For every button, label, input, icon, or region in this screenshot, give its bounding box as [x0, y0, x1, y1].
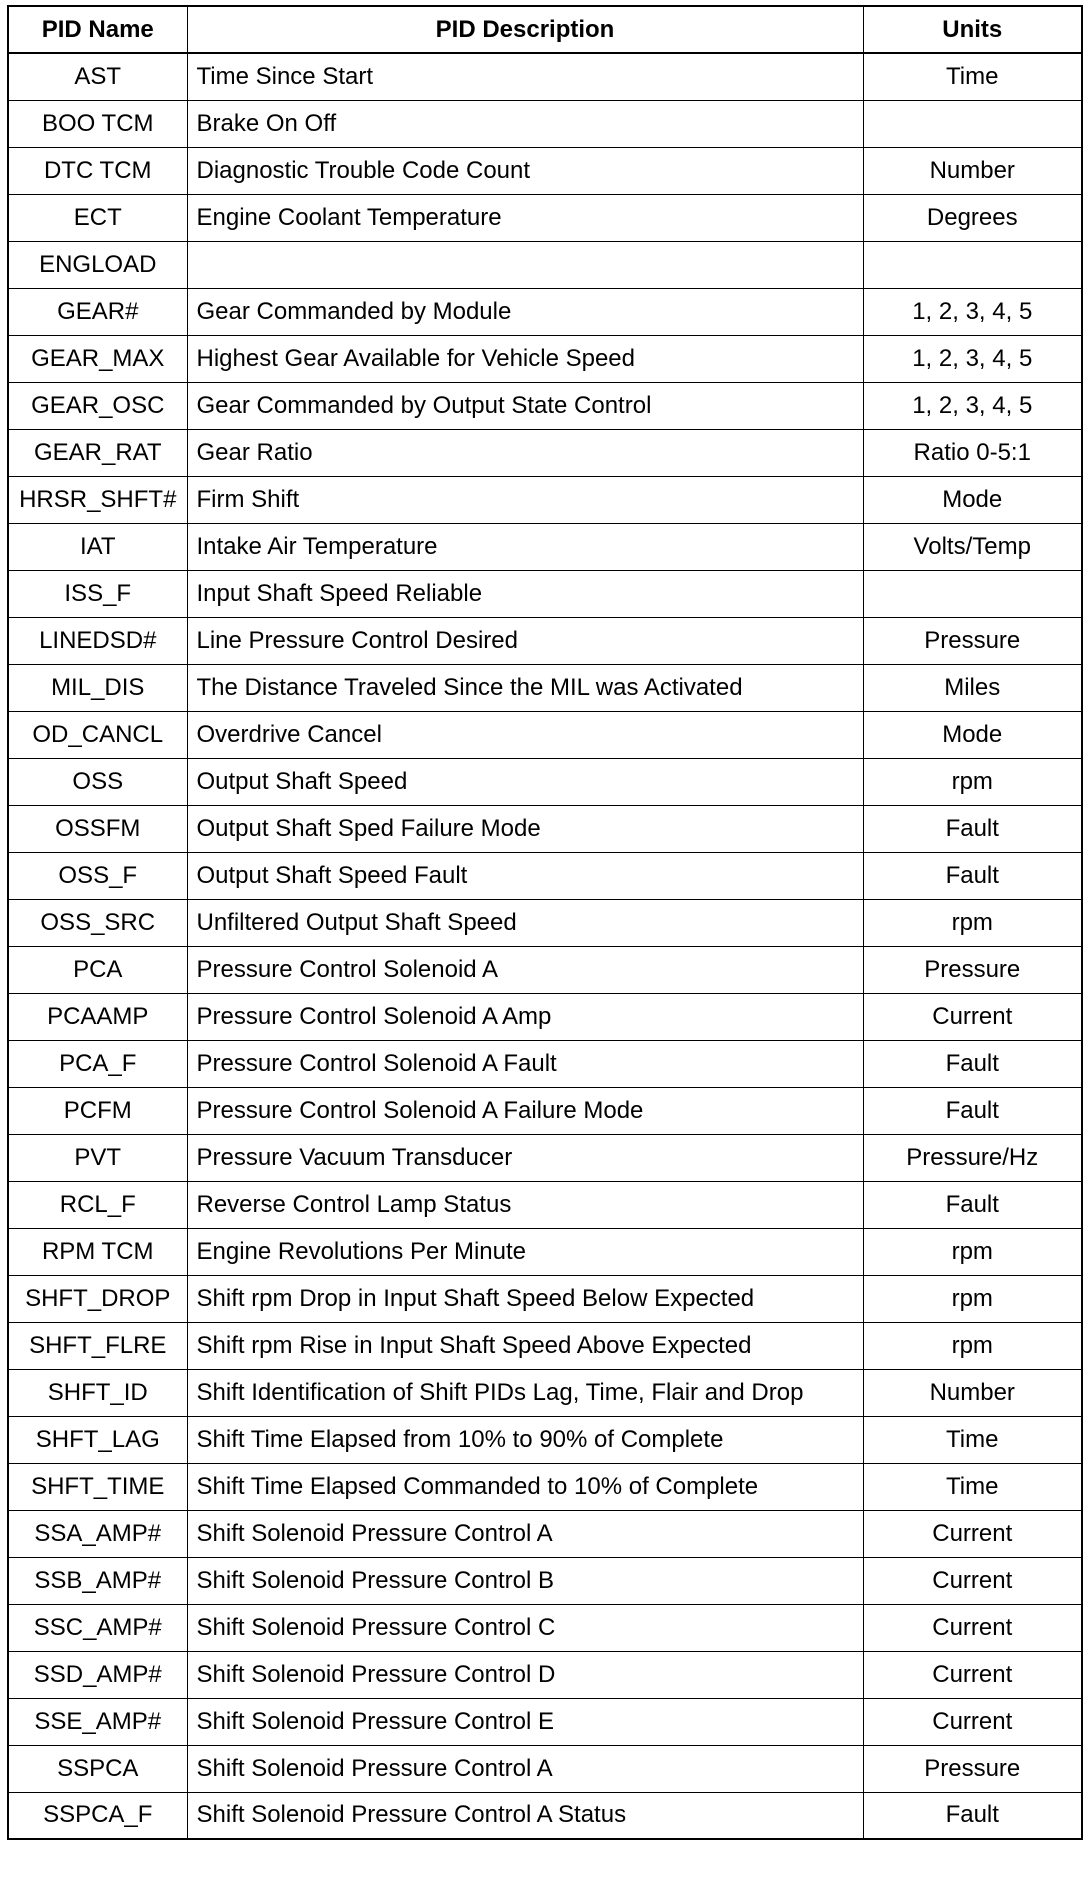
pid-units-cell: Mode [863, 711, 1082, 758]
pid-units-cell: Time [863, 1463, 1082, 1510]
pid-units-cell: Ratio 0-5:1 [863, 429, 1082, 476]
table-row [8, 1181, 1082, 1228]
pid-description-cell: Firm Shift [187, 476, 863, 523]
pid-name-cell: SSA_AMP# [8, 1510, 187, 1557]
pid-description-cell: Highest Gear Available for Vehicle Speed [187, 335, 863, 382]
pid-description-cell: Overdrive Cancel [187, 711, 863, 758]
pid-units-cell: rpm [863, 1228, 1082, 1275]
pid-description-cell: Shift Solenoid Pressure Control A Status [187, 1792, 863, 1839]
table-row [8, 758, 1082, 805]
table-row [8, 1275, 1082, 1322]
pid-description-cell: Pressure Control Solenoid A Amp [187, 993, 863, 1040]
pid-name-cell: SSE_AMP# [8, 1698, 187, 1745]
pid-description-cell: Engine Revolutions Per Minute [187, 1228, 863, 1275]
pid-name-cell: SHFT_LAG [8, 1416, 187, 1463]
pid-units-cell: Fault [863, 1181, 1082, 1228]
table-row [8, 1651, 1082, 1698]
pid-name-cell: DTC TCM [8, 147, 187, 194]
pid-name-cell: GEAR_MAX [8, 335, 187, 382]
table-row [8, 1087, 1082, 1134]
pid-units-cell [863, 570, 1082, 617]
table-row [8, 1698, 1082, 1745]
table-row [8, 993, 1082, 1040]
pid-name-cell: SSB_AMP# [8, 1557, 187, 1604]
table-row [8, 288, 1082, 335]
header-pid-description: PID Description [187, 6, 863, 53]
pid-description-cell: Pressure Control Solenoid A [187, 946, 863, 993]
pid-units-cell: Fault [863, 805, 1082, 852]
table-row [8, 1369, 1082, 1416]
pid-description-cell: Pressure Control Solenoid A Fault [187, 1040, 863, 1087]
pid-name-cell: SSPCA [8, 1745, 187, 1792]
pid-name-cell: OSS [8, 758, 187, 805]
pid-description-cell: Input Shaft Speed Reliable [187, 570, 863, 617]
pid-description-cell [187, 241, 863, 288]
pid-description-cell: Pressure Vacuum Transducer [187, 1134, 863, 1181]
pid-name-cell: SSPCA_F [8, 1792, 187, 1839]
pid-units-cell: 1, 2, 3, 4, 5 [863, 335, 1082, 382]
pid-name-cell: LINEDSD# [8, 617, 187, 664]
table-row [8, 1604, 1082, 1651]
pid-name-cell: HRSR_SHFT# [8, 476, 187, 523]
pid-name-cell: RPM TCM [8, 1228, 187, 1275]
pid-description-cell: Time Since Start [187, 53, 863, 100]
table-row [8, 335, 1082, 382]
pid-units-cell: Fault [863, 1792, 1082, 1839]
pid-units-cell: Pressure [863, 617, 1082, 664]
pid-units-cell: rpm [863, 899, 1082, 946]
table-row [8, 617, 1082, 664]
table-row [8, 1792, 1082, 1839]
pid-name-cell: OSSFM [8, 805, 187, 852]
pid-units-cell: Current [863, 1557, 1082, 1604]
pid-name-cell: SSD_AMP# [8, 1651, 187, 1698]
table-row [8, 1557, 1082, 1604]
pid-units-cell: Number [863, 1369, 1082, 1416]
pid-units-cell: Pressure [863, 1745, 1082, 1792]
pid-description-cell: Gear Commanded by Output State Control [187, 382, 863, 429]
table-row [8, 711, 1082, 758]
pid-units-cell: Fault [863, 1040, 1082, 1087]
table-row [8, 53, 1082, 100]
pid-description-cell: Pressure Control Solenoid A Failure Mode [187, 1087, 863, 1134]
pid-description-cell: Shift Time Elapsed from 10% to 90% of Complete [187, 1416, 863, 1463]
pid-name-cell: BOO TCM [8, 100, 187, 147]
table-row [8, 476, 1082, 523]
pid-units-cell: Degrees [863, 194, 1082, 241]
pid-description-cell: Shift rpm Rise in Input Shaft Speed Above Expected [187, 1322, 863, 1369]
pid-units-cell: 1, 2, 3, 4, 5 [863, 382, 1082, 429]
pid-units-cell: Mode [863, 476, 1082, 523]
pid-units-cell: Current [863, 1510, 1082, 1557]
pid-units-cell: Fault [863, 852, 1082, 899]
pid-description-cell: Shift rpm Drop in Input Shaft Speed Below Expected [187, 1275, 863, 1322]
table-row [8, 899, 1082, 946]
pid-units-cell: Current [863, 1651, 1082, 1698]
table-row [8, 570, 1082, 617]
pid-description-cell: Diagnostic Trouble Code Count [187, 147, 863, 194]
pid-units-cell [863, 241, 1082, 288]
table-row [8, 664, 1082, 711]
pid-name-cell: ISS_F [8, 570, 187, 617]
pid-name-cell: SHFT_TIME [8, 1463, 187, 1510]
pid-name-cell: SHFT_FLRE [8, 1322, 187, 1369]
pid-units-cell: rpm [863, 1275, 1082, 1322]
pid-name-cell: GEAR# [8, 288, 187, 335]
pid-name-cell: OSS_SRC [8, 899, 187, 946]
table-header [8, 6, 1082, 53]
pid-description-cell: Unfiltered Output Shaft Speed [187, 899, 863, 946]
table-row [8, 523, 1082, 570]
table-row [8, 1228, 1082, 1275]
table-row [8, 1134, 1082, 1181]
pid-description-cell: Output Shaft Sped Failure Mode [187, 805, 863, 852]
table-row [8, 1416, 1082, 1463]
pid-name-cell: GEAR_OSC [8, 382, 187, 429]
table-row [8, 241, 1082, 288]
pid-units-cell: Current [863, 1698, 1082, 1745]
pid-description-cell: Shift Solenoid Pressure Control A [187, 1745, 863, 1792]
pid-name-cell: ECT [8, 194, 187, 241]
pid-units-cell: Number [863, 147, 1082, 194]
table-row [8, 1510, 1082, 1557]
pid-description-cell: Engine Coolant Temperature [187, 194, 863, 241]
pid-units-cell: Pressure/Hz [863, 1134, 1082, 1181]
pid-name-cell: OD_CANCL [8, 711, 187, 758]
table-row [8, 852, 1082, 899]
pid-units-cell: Fault [863, 1087, 1082, 1134]
pid-description-cell: Shift Solenoid Pressure Control A [187, 1510, 863, 1557]
pid-description-cell: Reverse Control Lamp Status [187, 1181, 863, 1228]
table-row [8, 100, 1082, 147]
pid-description-cell: Shift Time Elapsed Commanded to 10% of Complete [187, 1463, 863, 1510]
pid-description-cell: Output Shaft Speed Fault [187, 852, 863, 899]
table-row [8, 194, 1082, 241]
pid-units-cell: Current [863, 993, 1082, 1040]
table-row [8, 1322, 1082, 1369]
pid-description-cell: Shift Solenoid Pressure Control E [187, 1698, 863, 1745]
table-row [8, 1040, 1082, 1087]
pid-name-cell: SHFT_ID [8, 1369, 187, 1416]
table-row [8, 1745, 1082, 1792]
pid-name-cell: GEAR_RAT [8, 429, 187, 476]
pid-description-cell: Gear Ratio [187, 429, 863, 476]
pid-description-cell: The Distance Traveled Since the MIL was Activated [187, 664, 863, 711]
pid-name-cell: OSS_F [8, 852, 187, 899]
table-row [8, 805, 1082, 852]
pid-name-cell: SHFT_DROP [8, 1275, 187, 1322]
pid-units-cell: rpm [863, 758, 1082, 805]
pid-description-cell: Shift Solenoid Pressure Control B [187, 1557, 863, 1604]
pid-name-cell: PCA_F [8, 1040, 187, 1087]
table-row [8, 147, 1082, 194]
pid-description-cell: Gear Commanded by Module [187, 288, 863, 335]
pid-units-cell: 1, 2, 3, 4, 5 [863, 288, 1082, 335]
pid-name-cell: PCAAMP [8, 993, 187, 1040]
pid-name-cell: IAT [8, 523, 187, 570]
pid-name-cell: AST [8, 53, 187, 100]
pid-units-cell: Current [863, 1604, 1082, 1651]
pid-units-cell: Time [863, 1416, 1082, 1463]
pid-description-cell: Shift Solenoid Pressure Control C [187, 1604, 863, 1651]
table-row [8, 429, 1082, 476]
header-units: Units [863, 6, 1082, 53]
pid-name-cell: ENGLOAD [8, 241, 187, 288]
pid-name-cell: PCA [8, 946, 187, 993]
pid-description-cell: Shift Identification of Shift PIDs Lag, Time, Flair and Drop [187, 1369, 863, 1416]
pid-name-cell: PVT [8, 1134, 187, 1181]
pid-description-cell: Brake On Off [187, 100, 863, 147]
pid-units-cell: Pressure [863, 946, 1082, 993]
pid-name-cell: SSC_AMP# [8, 1604, 187, 1651]
pid-name-cell: RCL_F [8, 1181, 187, 1228]
pid-description-cell: Shift Solenoid Pressure Control D [187, 1651, 863, 1698]
pid-units-cell: Volts/Temp [863, 523, 1082, 570]
pid-description-cell: Output Shaft Speed [187, 758, 863, 805]
pid-name-cell: PCFM [8, 1087, 187, 1134]
pid-description-cell: Intake Air Temperature [187, 523, 863, 570]
table-row [8, 946, 1082, 993]
pid-units-cell [863, 100, 1082, 147]
table-row [8, 1463, 1082, 1510]
pid-units-cell: rpm [863, 1322, 1082, 1369]
header-pid-name: PID Name [8, 6, 187, 53]
pid-units-cell: Miles [863, 664, 1082, 711]
table-body [8, 53, 1082, 1839]
pid-units-cell: Time [863, 53, 1082, 100]
pid-description-cell: Line Pressure Control Desired [187, 617, 863, 664]
pid-table [7, 5, 1083, 1840]
header-row [8, 6, 1082, 53]
pid-name-cell: MIL_DIS [8, 664, 187, 711]
table-row [8, 382, 1082, 429]
